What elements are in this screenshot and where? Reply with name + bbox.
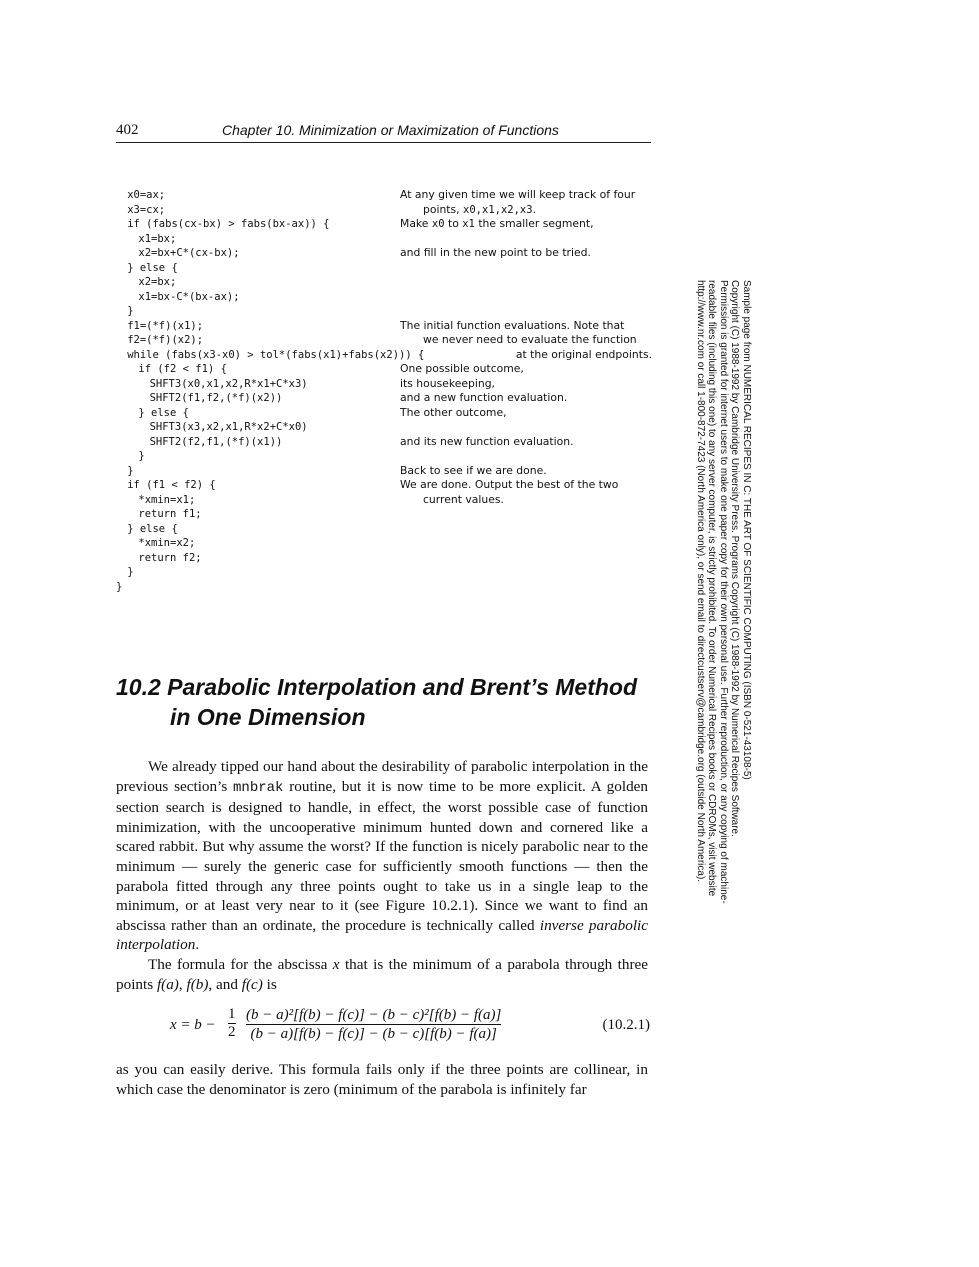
copyright-line: http://www.nr.com or call 1-800-872-7423 (North America only), or send email to directcustserv@cambridge.org (outside North America).: [694, 280, 706, 883]
code-comment: The other outcome,: [400, 405, 507, 419]
code-line: [116, 362, 656, 377]
code-line: [116, 507, 656, 522]
paragraph-1-text-b: routine, but it is now time to be more explicit. A golden section search is designed to handle, in effect, the worst possible case of function minimization, with the uncooperative minimum hunted down and cornered like a scared rabbit. But why assume the worst? If the function is nicely parabolic near to the minimum — surely the generic case for sufficiently smooth functions — then the parabola fitted through any three points ought to take us in a single leap to the minimum, or at least very near to it (see Figure 10.2.1). Since we want to find an abscissa rather than an ordinate, the procedure is technically called: [116, 777, 649, 934]
paragraph-3: as you can easily derive. This formula fails only if the three points are collinear, in which case the denominator is zero (minimum of the parabola is infinitely far: [116, 1061, 648, 1098]
equation-10-2-1: [170, 1003, 650, 1053]
code-text: x1=bx-C*(bx-ax);: [138, 290, 240, 303]
code-text: if (f2 < f1) {: [138, 363, 227, 375]
code-text: if (fabs(cx-bx) > fabs(bx-ax)) {: [127, 218, 330, 230]
comment-code: x0,x1,x2,x3: [463, 203, 533, 216]
code-text: return f2;: [138, 551, 202, 564]
comment-text: Make: [400, 217, 432, 230]
code-line: [116, 246, 656, 261]
code-text: } else {: [127, 261, 178, 274]
code-text: }: [138, 450, 145, 462]
math-fb: f(b): [186, 975, 209, 993]
code-line: [116, 391, 656, 406]
code-text: x3=cx;: [127, 203, 166, 216]
code-comment: One possible outcome,: [400, 362, 524, 375]
copyright-line: Permission is granted for internet users to make one paper copy for their own personal use. Further reproduction, or any copying of machine-: [717, 280, 729, 904]
code-text: }: [127, 566, 134, 578]
code-comment: we never need to evaluate the function: [423, 333, 637, 346]
paragraph-2: [116, 955, 648, 994]
equation-lhs: x = b −: [170, 1017, 216, 1033]
code-text: SHFT3(x3,x2,x1,R*x2+C*x0): [149, 421, 308, 433]
code-line: [116, 261, 656, 276]
equation-fraction: [246, 1006, 501, 1043]
code-text: SHFT2(f2,f1,(*f)(x1)): [149, 435, 283, 448]
code-listing: [116, 188, 656, 594]
code-comment: at the original endpoints.: [515, 347, 652, 361]
code-line: [116, 551, 656, 566]
code-text: }: [127, 305, 134, 317]
code-text: if (f1 < f2) {: [127, 479, 216, 491]
paragraph-2-text-c: is: [262, 975, 277, 993]
code-comment: current values.: [423, 492, 504, 506]
code-comment: its housekeeping,: [400, 376, 495, 390]
code-text: *xmin=x2;: [138, 537, 196, 549]
code-line: [116, 522, 656, 537]
code-text: } else {: [127, 522, 178, 535]
code-comment: We are done. Output the best of the two: [400, 478, 619, 491]
code-line: [116, 333, 656, 348]
comment-text: points,: [423, 202, 464, 216]
code-text: f1=(*f)(x1);: [127, 319, 204, 332]
separator: ,: [178, 975, 187, 993]
code-text: SHFT2(f1,f2,(*f)(x2)): [149, 392, 283, 404]
code-line: [116, 377, 656, 392]
code-text: x0=ax;: [127, 189, 166, 201]
code-line: [116, 478, 656, 493]
section-title-line1: 10.2 Parabolic Interpolation and Brent’s Method: [116, 674, 638, 700]
code-comment: The initial function evaluations. Note that: [400, 318, 625, 332]
code-text: }: [116, 580, 123, 593]
code-line: [116, 464, 656, 479]
code-line: [116, 319, 656, 334]
code-text: *xmin=x1;: [138, 493, 196, 506]
half-denominator: 2: [228, 1024, 236, 1040]
code-line: [116, 290, 656, 305]
code-line: [116, 275, 656, 290]
code-line: [116, 188, 656, 203]
copyright-line: readable files (including this one) to any server computer, is strictly prohibited. To order Numerical Recipes books or CDROMs, visit website: [706, 280, 718, 897]
code-comment: and fill in the new point to be tried.: [400, 246, 591, 259]
code-text: return f1;: [138, 508, 202, 520]
routine-name: mnbrak: [233, 779, 284, 796]
code-line: [116, 449, 656, 464]
copyright-line: Copyright (C) 1988-1992 by Cambridge University Press. Programs Copyright (C) 1988-1992 by Numerical Recipes Software.: [729, 280, 741, 837]
equation-half: [228, 1006, 236, 1041]
copyright-line: Sample page from NUMERICAL RECIPES IN C: THE ART OF SCIENTIFIC COMPUTING (ISBN 0-521-43108-5): [741, 280, 752, 780]
body-text: [116, 757, 648, 994]
code-comment: [400, 217, 594, 232]
math-fa: f(a): [156, 975, 179, 993]
page-number: 402: [116, 122, 139, 138]
code-comment: and a new function evaluation.: [400, 391, 568, 404]
code-comment: At any given time we will keep track of four: [400, 188, 636, 201]
code-text: x1=bx;: [138, 232, 177, 245]
var-x: x: [332, 955, 340, 973]
code-text: } else {: [138, 406, 189, 419]
equation-number: (10.2.1): [602, 1017, 650, 1033]
code-text: x2=bx+C*(cx-bx);: [138, 247, 240, 259]
code-text: x2=bx;: [138, 276, 177, 288]
running-head: Chapter 10. Minimization or Maximization of Functions: [222, 122, 559, 138]
code-line: [116, 435, 656, 450]
code-text: f2=(*f)(x2);: [127, 334, 204, 346]
code-comment: and its new function evaluation.: [400, 434, 574, 448]
code-comment: Back to see if we are done.: [400, 463, 547, 477]
math-fc: f(c): [241, 975, 263, 993]
separator: , and: [208, 975, 242, 993]
comment-code: x1: [462, 218, 475, 230]
emphasized-term: inverse parabolic interpolation: [116, 916, 648, 954]
paragraph-1-text-c: .: [195, 936, 200, 954]
copyright-notice: [694, 280, 752, 980]
code-line: [116, 232, 656, 247]
code-line: [116, 580, 656, 595]
code-line: [116, 565, 656, 580]
code-line: [116, 493, 656, 508]
code-line: [116, 536, 656, 551]
code-line: [116, 420, 656, 435]
code-line: [116, 348, 656, 363]
comment-text: the smaller segment,: [474, 217, 594, 230]
code-line: [116, 406, 656, 421]
fraction-numerator: (b − a)²[f(b) − f(c)] − (b − c)²[f(b) − f(a)]: [246, 1007, 502, 1023]
code-text: }: [127, 464, 134, 477]
copyright-sidebar: [692, 280, 752, 980]
paragraph-2-text-a: The formula for the abscissa: [148, 955, 333, 973]
code-comment: [423, 203, 536, 218]
paragraph-2-text-b: that is the minimum of a parabola through three points: [116, 955, 649, 993]
half-numerator: 1: [228, 1006, 236, 1022]
page-header: [116, 120, 651, 143]
comment-text: to: [444, 217, 463, 230]
code-line: [116, 217, 656, 232]
comment-text: .: [532, 202, 537, 216]
section-title: [116, 672, 676, 732]
fraction-denominator: (b − a)[f(b) − f(c)] − (b − c)[f(b) − f(a)]: [246, 1024, 501, 1043]
comment-code: x0: [431, 218, 445, 230]
section-title-line2: in One Dimension: [170, 704, 366, 730]
paragraph-1: [116, 757, 648, 955]
code-line: [116, 304, 656, 319]
code-text: while (fabs(x3-x0) > tol*(fabs(x1)+fabs(x2))) {: [127, 348, 425, 361]
code-text: SHFT3(x0,x1,x2,R*x1+C*x3): [149, 377, 308, 390]
paragraph-1-text-a: We already tipped our hand about the desirability of parabolic interpolation in the previous section’s: [116, 758, 648, 795]
code-line: [116, 203, 656, 218]
